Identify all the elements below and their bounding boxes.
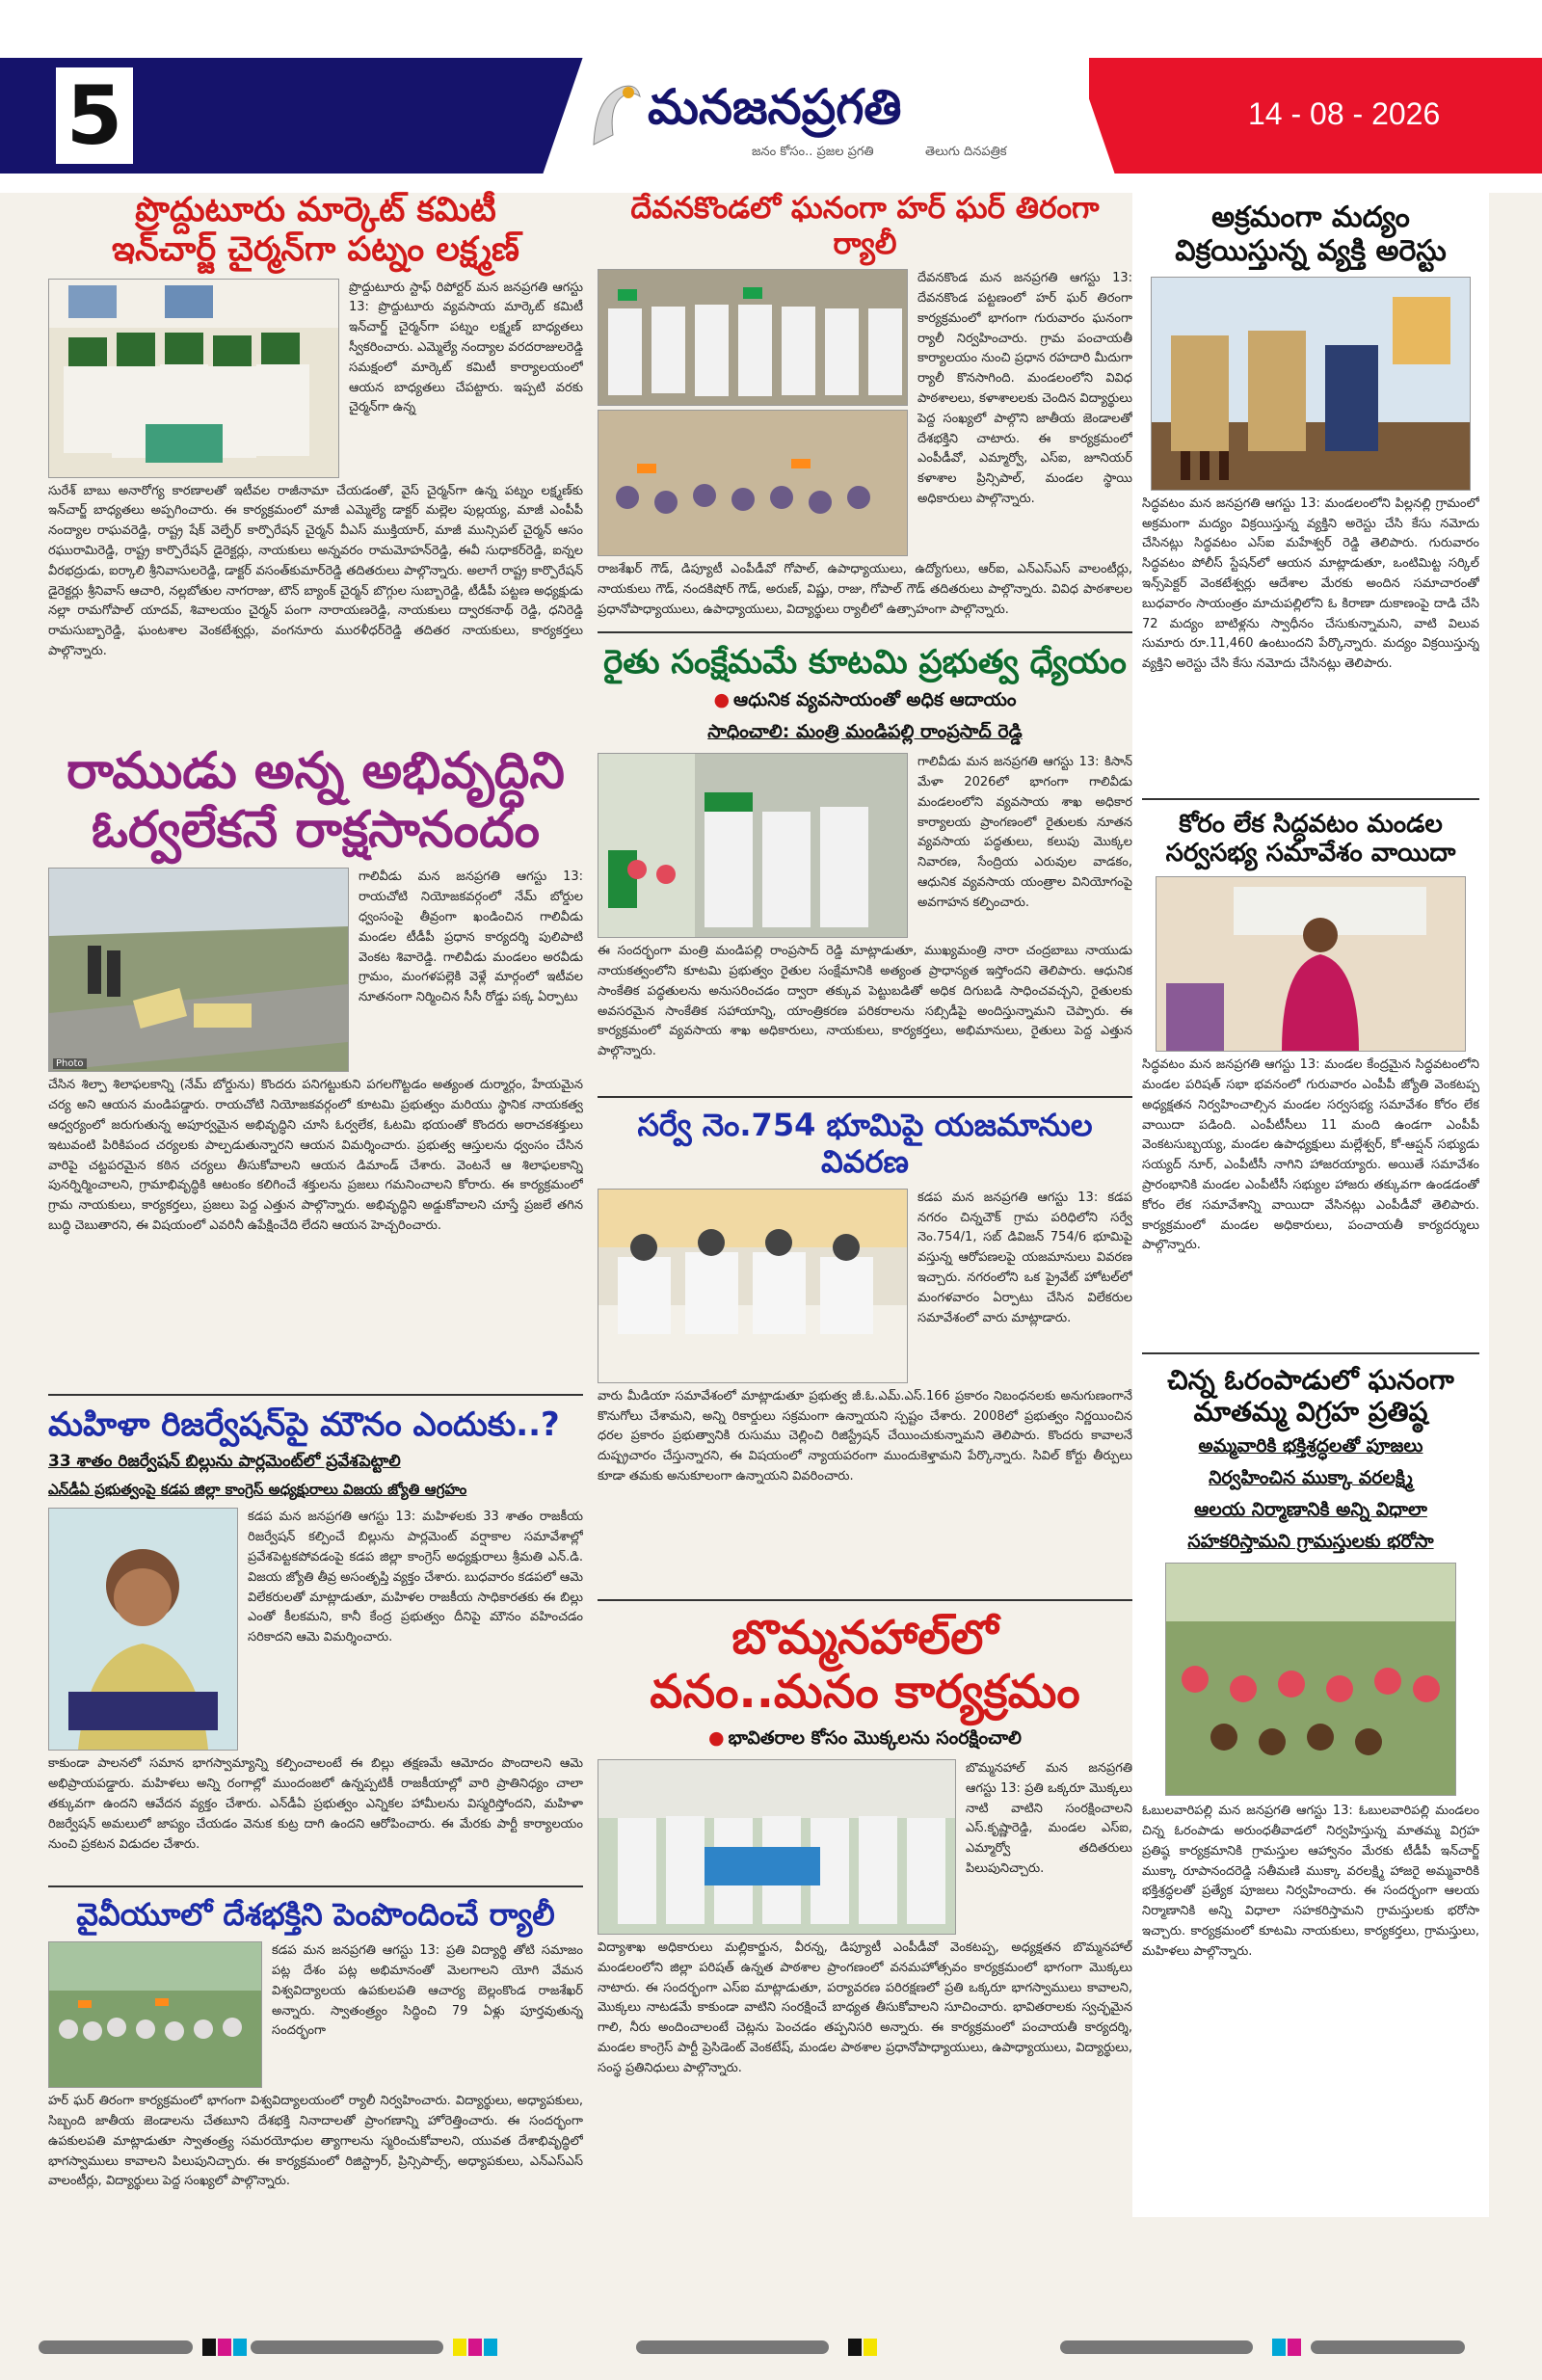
story-body: సిద్ధవటం మన జనప్రగతి ఆగస్టు 13: మండల కేంద్రమైన సిద్ధవటంలోని మండల పరిషత్ సభా భవనంలో గురువారం ఎంపీపీ జ్యోతి వెంకటప్ప అధ్యక్షతన నిర్వహించాల్సిన మండల సర్వసభ్య సమావేశం కోరం లేక వాయిదా పడింది. ఎంపీటీసీలు 11 మంది ఉండగా ఎంపీపీ వెంకటసుబ్బయ్య, మండల ఉపాధ్యక్షులు మల్లేశ్వర్, కో-ఆప్షన్ సభ్యుడు సయ్యద్ నూర్, ఎంపీటీసీ నాగిని హాజరయ్యారు. అయితే సమావేశం ప్రారంభానికి మండల ఎంపీటీసీ సభ్యుల హాజరు తక్కువగా ఉండడంతో కోరం లేక సమావేశాన్ని వాయిదా వేసినట్లు ఎంపీడీవో తెలిపారు. కార్యక్రమంలో మండల అధికారులు, పంచాయతీ కార్యదర్శులు పాల్గొన్నారు. <box>1142 1057 1479 1253</box>
paper-name: మనజనప్రగతి <box>648 79 902 135</box>
headline: ప్రొద్దుటూరు మార్కెట్ కమిటీ <box>135 191 496 229</box>
column-left <box>48 183 583 2260</box>
story-body: హర్ ఘర్ తిరంగా కార్యక్రమంలో భాగంగా విశ్వవిద్యాలయంలో ర్యాలీ నిర్వహించారు. విద్యార్థులు, అధ్యాపకులు, సిబ్బంది జాతీయ జెండాలను చేతబూని దేశభక్తి నినాదాలతో ప్రాంగణాన్ని హోరెత్తించారు. ఈ సందర్భంగా ఉపకులపతి మాట్లాడుతూ స్వాతంత్ర్య సమరయోధుల త్యాగాలను స్మరించుకోవాలని, యువత దేశాభివృద్ధిలో భాగస్వాములు కావాలని పిలుపునిచ్చారు. ఈ కార్యక్రమంలో రిజిస్ట్రార్, ప్రిన్సిపాల్స్, అధ్యాపకులు, ఎన్‌ఎస్‌ఎస్ వాలంటీర్లు, విద్యార్థులు పెద్ద సంఖ్యలో పాల్గొన్నారు. <box>48 2094 583 2189</box>
page-number: 5 <box>56 67 133 164</box>
headline: కోరం లేక సిద్ధవటం మండల <box>1179 809 1443 839</box>
bullet-icon: ● <box>708 1727 725 1750</box>
column-right <box>1132 183 1489 2217</box>
headline: సర్వసభ్య సమావేశం వాయిదా <box>1165 839 1456 869</box>
subheadline: నిర్వహించిన ముక్కా వరలక్ష్మి <box>1209 1467 1413 1489</box>
subheadline <box>598 689 1132 715</box>
print-registration-strip <box>0 2335 1542 2362</box>
headline: మాతమ్మ విగ్రహ ప్రతిష్ఠ <box>1193 1396 1428 1429</box>
headline: వనం..మనం కార్యక్రమం <box>650 1665 1080 1720</box>
story-survey-754 <box>598 1108 1132 1590</box>
headline: ఇన్‌చార్జ్ చైర్మన్‌గా పట్నం లక్ష్మణ్ <box>112 230 519 270</box>
subheadline-text: భావితరాల కోసం మొక్కలను సంరక్షించాలి <box>728 1727 1022 1750</box>
story-body: విద్యాశాఖ అధికారులు మల్లికార్జున, వీరన్న, డిప్యూటీ ఎంపీడీవో వెంకటప్ప, అధ్యక్షతన బొమ్మనహాల్ మండలంలోని జిల్లా పరిషత్ ఉన్నత పాఠశాల ప్రాంగణంలో వనమహోత్సవం కార్యక్రమంలో భాగంగా మొక్కలు నాటారు. ఈ సందర్భంగా ఎస్ఐ మాట్లాడుతూ, పర్యావరణ పరిరక్షణలో ప్రతి ఒక్కరూ భాగస్వాములు కావాలని, మొక్కలు నాటడమే కాకుండా వాటిని సంరక్షించే బాధ్యత తీసుకోవాలని సూచించారు. భావితరాలకు స్వచ్ఛమైన గాలి, నీరు అందించాలంటే చెట్లను పెంచడం తప్పనిసరి అన్నారు. ఈ కార్యక్రమంలో పంచాయతీ కార్యదర్శి, మండల కాంగ్రెస్ పార్టీ ప్రెసిడెంట్ వెంకటేష్, మండల పాఠశాల ప్రధానోపాధ్యాయులు, ఉపాధ్యాయులు, విద్యార్థులు, సంస్థ ప్రతినిధులు పాల్గొన్నారు. <box>598 1940 1132 2075</box>
story-body: వారు మీడియా సమావేశంలో మాట్లాడుతూ ప్రభుత్వ జీ.ఓ.ఎమ్.ఎస్.166 ప్రకారం నిబంధనలకు అనుగుణంగానే కొనుగోలు చేశామని, అన్ని రికార్డులు సక్రమంగా ఉన్నాయని స్పష్టం చేశారు. 2008లో ప్రభుత్వం నిర్ణయించిన ధరల ప్రకారం ప్రభుత్వానికి రుసుము చెల్లించి రిజిస్ట్రేషన్ చేయించుకున్నామని తెలిపారు. కొందరు కావాలనే దుష్ప్రచారం చేస్తున్నారని, ఈ విషయంలో న్యాయపరంగా ముందుకెళ్తామని పేర్కొన్నారు. సివిల్ కోర్టు తీర్పులు కూడా తమకు అనుకూలంగా ఉన్నాయని వివరించారు. <box>598 1388 1132 1484</box>
subheadline-text: ఆధునిక వ్యవసాయంతో అధిక ఆదాయం <box>733 689 1017 711</box>
story-side-text: దేవనకొండ మన జనప్రగతి ఆగస్టు 13: దేవనకొండ పట్టణంలో హర్ ఘర్ తిరంగా కార్యక్రమంలో భాగంగా గురువారం ఘనంగా ర్యాలీ నిర్వహించారు. గ్రామ పంచాయతీ కార్యాలయం నుంచి ప్రధాన రహదారి మీదుగా ర్యాలీ కొనసాగింది. మండలంలోని వివిధ పాఠశాలలు, కళాశాలలకు చెందిన విద్యార్థులు పెద్ద సంఖ్యలో పాల్గొని జాతీయ జెండాలతో దేశభక్తిని చాటారు. ఈ కార్యక్రమంలో ఎంపీడీవో, ఎమ్మార్వో, ఎస్ఐ, జూనియర్ కళాశాల ప్రిన్సిపాల్, మండల స్థాయి అధికారులు పాల్గొన్నారు. <box>917 271 1132 506</box>
paper-tagline-secondary: తెలుగు దినపత్రిక <box>925 145 1007 159</box>
column-middle <box>598 183 1132 2117</box>
subheadline: 33 శాతం రిజర్వేషన్ బిల్లును పార్లమెంట్‌లో ప్రవేశపెట్టాలి <box>48 1452 401 1472</box>
news-photo <box>598 1759 956 1935</box>
subheadline <box>598 1727 1132 1753</box>
story-body: సిద్ధవటం మన జనప్రగతి ఆగస్టు 13: మండలంలోని పిల్లనల్లి గ్రామంలో అక్రమంగా మద్యం విక్రయిస్తున్న వ్యక్తిని అరెస్టు చేసి కేసు నమోదు చేసినట్లు సిద్ధవటం ఎస్ఐ మహేశ్వర్ రెడ్డి తెలిపారు. గురువారం సిద్ధవటం పోలీస్ స్టేషన్‌లో ఆయన మాట్లాడుతూ, ఒంటిమిట్ట సర్కిల్ ఇన్స్‌పెక్టర్ వెంకటేశ్వర్లు ఆదేశాల మేరకు అందిన సమాచారంతో బుధవారం సాయంత్రం మాచుపల్లిలోని ఓ కిరాణా దుకాణంపై దాడి చేసి 72 మద్యం బాటిళ్లను స్వాధీనం చేసుకున్నామని, వాటి విలువ సుమారు రూ.11,460 ఉంటుందని పేర్కొన్నారు. మద్యం విక్రయిస్తున్న వ్యక్తిని అరెస్టు చేసి కేసు నమోదు చేసినట్లు తెలిపారు. <box>1142 495 1479 672</box>
news-photo <box>1165 1563 1456 1796</box>
story-side-text: గాలివీడు మన జనప్రగతి ఆగస్టు 13: రాయచోటి నియోజకవర్గంలో నేమ్ బోర్డుల ధ్వంసంపై తీవ్రంగా ఖండించిన గాలివీడు మండల టీడీపీ ప్రధాన కార్యదర్శి పులిపాటి వెంకట శివారెడ్డి. గాలివీడు మండలం అరవీడు గ్రామం, మంగళపల్లెకి వెళ్లే మార్గంలో ఇటీవల నూతనంగా నిర్మించిన సీసీ రోడ్డు పక్క ఏర్పాటు <box>359 869 583 1005</box>
headline: విక్రయిస్తున్న వ్యక్తి అరెస్టు <box>1175 234 1447 269</box>
story-body: చేసిన శిల్పా శిలాఫలకాన్ని (నేమ్ బోర్డును) కొందరు పనిగట్టుకుని పగలగొట్టడం అత్యంత దుర్మార్గం, హేయమైన చర్య అని ఆయన మండిపడ్డారు. రాయచోటి నియోజకవర్గంలో కూటమి ప్రభుత్వం మరియు స్థానిక నాయకత్వ ఆధ్వర్యంలో జరుగుతున్న అపూర్వమైన అభివృద్ధిని చూసి ఓర్వలేక, ఓటమి భయంతో కొందరు అరాచకశక్తులు ఇటువంటి పిరికిపంద చర్యలకు పాల్పడుతున్నారని ఆయన విమర్శించారు. ప్రభుత్వ ఆస్తులను ధ్వంసం చేసిన వారిపై చట్టపరమైన కఠిన చర్యలు తీసుకోవాలని ఆయన డిమాండ్ చేశారు. వెంటనే ఆ శిలాఫలకాన్ని పునర్నిర్మించాలని, గ్రామాభివృద్ధికి ఆటంకం కలిగించే శక్తులను ప్రజలు గమనించాలని కోరారు. ఈ కార్యక్రమంలో గ్రామ నాయకులు, కార్యకర్తలు, ప్రజలు పెద్ద ఎత్తున పాల్గొన్నారు. అభివృద్ధిని అడ్డుకోవాలని చూస్తే ప్రజలే తగిన బుద్ధి చెబుతారని, ఈ విషయంలో ఎవరినీ ఉపేక్షించేది లేదని ఆయన హెచ్చరించారు. <box>48 1078 583 1233</box>
story-yvu-rally <box>48 1897 583 2260</box>
headline: రాముడు అన్న అభివృద్ధిని <box>66 741 565 800</box>
headline: బొమ్మనహాల్‌లో <box>731 1610 998 1665</box>
news-photo <box>598 753 908 938</box>
headline: ఓర్వలేకనే రాక్షసానందం <box>91 800 541 859</box>
headline: మహిళా రిజర్వేషన్‌పై మౌనం ఎందుకు..? <box>48 1405 560 1445</box>
story-body: ఈ సందర్భంగా మంత్రి మండిపల్లి రాంప్రసాద్ రెడ్డి మాట్లాడుతూ, ముఖ్యమంత్రి నారా చంద్రబాబు నాయుడు నాయకత్వంలోని కూటమి ప్రభుత్వం రైతుల సంక్షేమానికి అత్యంత ప్రాధాన్యత ఇస్తోందని తెలిపారు. ఆధునిక సాంకేతిక పద్ధతులను అనుసరించడం ద్వారా తక్కువ పెట్టుబడితో అధిక దిగుబడి సాధించవచ్చని, రైతులకు అవసరమైన సాంకేతిక సహాయాన్ని, యాంత్రికరణ పరికరాలను సబ్సిడీపై అందిస్తున్నామని చెప్పారు. ఈ కార్యక్రమంలో వ్యవసాయ శాఖ అధికారులు, నాయకులు, కార్యకర్తలు, అభిమానులు, రైతులు పెద్ద ఎత్తున పాల్గొన్నారు. <box>598 944 1132 1059</box>
story-matamma <box>1142 1364 1479 1985</box>
story-ramudu <box>48 742 583 1385</box>
story-liquor-arrest <box>1142 201 1479 789</box>
photo-watermark: Photo <box>53 1058 87 1069</box>
divider <box>598 631 1132 633</box>
story-side-text: కడప మన జనప్రగతి ఆగస్టు 13: మహిళలకు 33 శాతం రాజకీయ రిజర్వేషన్ కల్పించే బిల్లును పార్లమెంట్ వర్షాకాల సమావేశాల్లో ప్రవేశపెట్టకపోవడంపై కడప జిల్లా కాంగ్రెస్ అధ్యక్షురాలు శ్రీమతి ఎన్.డి. విజయ జ్యోతి తీవ్ర అసంతృప్తి వ్యక్తం చేశారు. బుధవారం కడపలో ఆమె విలేకరులతో మాట్లాడుతూ, మహిళల రాజకీయ సాధికారతకు ఈ బిల్లు ఎంతో కీలకమని, కానీ కేంద్ర ప్రభుత్వం దీనిపై మౌనం వహించడం సరికాదని ఆమె విమర్శించారు. <box>248 1510 583 1645</box>
headline: అక్రమంగా మద్యం <box>1211 201 1410 234</box>
subheadline: సాధించాలి: మంత్రి మండిపల్లి రాంప్రసాద్ రెడ్డి <box>707 721 1023 743</box>
story-women-reservation <box>48 1405 583 1876</box>
story-proddatur <box>48 191 583 731</box>
story-body: ఓబులవారిపల్లి మన జనప్రగతి ఆగస్టు 13: ఓబులవారిపల్లి మండలం చిన్న ఓరంపాడు అరుంధతీవాడలో నిర్వహిస్తున్న మాతమ్మ విగ్రహ ప్రతిష్ఠ కార్యక్రమానికి గ్రామస్తుల ఆహ్వానం మేరకు టీడీపీ ఇన్‌చార్జ్ ముక్కా రూపానందరెడ్డి సతీమణి ముక్కా వరలక్ష్మి హాజరై అమ్మవారికి భక్తిశ్రద్ధలతో ప్రత్యేక పూజలు నిర్వహించారు. ఈ సందర్భంగా ఆలయ నిర్మాణానికి అన్ని విధాలా సహకరిస్తామని గ్రామస్తులకు భరోసా ఇచ్చారు. కార్యక్రమంలో కూటమి నాయకులు, కార్యకర్తలు, గ్రామస్తులు, మహిళలు పాల్గొన్నారు. <box>1142 1804 1479 1959</box>
headline: వైవీయూలో దేశభక్తిని పెంపొందించే ర్యాలీ <box>76 1896 555 1934</box>
divider <box>598 1599 1132 1601</box>
story-side-text: ప్రొద్దుటూరు స్టాఫ్ రిపోర్టర్ మన జనప్రగతి ఆగస్టు 13: ప్రొద్దుటూరు వ్యవసాయ మార్కెట్ కమిటీ ఇన్‌చార్జ్ చైర్మన్‌గా పట్నం లక్ష్మణ్ బాధ్యతలు స్వీకరించారు. ఎమ్మెల్యే నంద్యాల వరదరాజులరెడ్డి సమక్షంలో మార్కెట్ కమిటీ కార్యాలయంలో ఆయన బాధ్యతలు చేపట్టారు. ఇప్పటి వరకు చైర్మన్‌గా ఉన్న <box>349 280 583 415</box>
news-photo <box>48 868 349 1072</box>
news-photo <box>48 1508 238 1751</box>
subheadline: అమ్మవారికి భక్తిశ్రద్ధలతో పూజలు <box>1198 1435 1423 1457</box>
subheadline: ఎన్‌డీఏ ప్రభుత్వంపై కడప జిల్లా కాంగ్రెస్ అధ్యక్షురాలు విజయ జ్యోతి ఆగ్రహం <box>48 1481 467 1499</box>
divider <box>1142 1352 1479 1354</box>
story-body: రాజశేఖర్ గౌడ్, డిప్యూటీ ఎంపీడీవో గోపాల్, ఉపాధ్యాయులు, ఉద్యోగులు, ఆర్ఐ, ఎన్‌ఎస్‌ఎస్ వాలంటీర్లు, నాయకులు గౌడ్, నందకిషోర్ గౌడ్, అరుణ్, విష్ణు, రాజు, గోపాల్ గౌడ్ తదితరులు పాల్గొన్నారు. వివిధ పాఠశాలల ప్రధానోపాధ్యాయులు, ఉపాధ్యాయులు, విద్యార్థులు ర్యాలీలో ఉత్సాహంగా పాల్గొన్నారు. <box>598 562 1132 617</box>
headline: చిన్న ఓరంపాడులో ఘనంగా <box>1167 1364 1454 1397</box>
story-side-text: కడప మన జనప్రగతి ఆగస్టు 13: ప్రతి విద్యార్థి తోటి సమాజం పట్ల దేశం పట్ల అభిమానంతో మెలగాలని యోగి వేమన విశ్వవిద్యాలయ ఉపకులపతి ఆచార్య బెల్లంకొండ రాజశేఖర్ అన్నారు. స్వాతంత్ర్యం సిద్ధించి 79 ఏళ్లు పూర్తవుతున్న సందర్భంగా <box>272 1943 583 2039</box>
story-bommanahal <box>598 1611 1132 2117</box>
story-side-text: బొమ్మనహాల్ మన జనప్రగతి ఆగస్టు 13: ప్రతి ఒక్కరూ మొక్కలు నాటి వాటిని సంరక్షించాలని ఎస్.కృష్ణారెడ్డి, మండల ఎస్ఐ, ఎమ్మార్వో తదితరులు పిలుపునిచ్చారు. <box>966 1761 1132 1876</box>
news-photo <box>1151 277 1471 491</box>
news-photo <box>598 269 908 406</box>
news-photo <box>598 1189 908 1383</box>
story-body: సురేశ్ బాబు అనారోగ్య కారణాలతో ఇటీవల రాజీనామా చేయడంతో, వైస్ చైర్మన్‌గా ఉన్న పట్నం లక్ష్మణ్‌కు ఇన్‌చార్జ్ బాధ్యతలు అప్పగించారు. ఈ కార్యక్రమంలో మాజీ ఎమ్మెల్యే డాక్టర్ మల్లెల పుల్లయ్య, మాజీ ఎంపీపీ నంద్యాల రాఘవరెడ్డి, రాష్ట్ర షేక్ వెల్ఫేర్ కార్పొరేషన్ చైర్మన్ వీఎస్ ముక్తియార్, మాజీ మున్సిపల్ చైర్మన్ ఆసం రఘురామిరెడ్డి, రాష్ట్ర కార్పొరేషన్ డైరెక్టర్లు, నాయకులు అన్నవరం రామమోహన్‌రెడ్డి, ఈవీ సుధాకర్‌రెడ్డి, ఐన్నల వీరభద్రుడు, ఐర్కాలి శ్రీనివాసులరెడ్డి, డాక్టర్ వసంత్‌కుమార్‌రెడ్డి తదితరులు పాల్గొన్నారు. అలాగే రాష్ట్ర కార్పొరేషన్ డైరెక్టర్లు శ్రీనివాస్ ఆచారి, నల్లబోతుల నాగరాజు, టౌన్ బ్యాంక్ చైర్మన్ బొగ్గుల సుబ్బారెడ్డి, టీడీపీ పట్టణ అధ్యక్షుడు నల్లా రామగోపాల్ యాదవ్, శివాలయం చైర్మన్ పంగా నారాయణరెడ్డి, నాయకులు ద్వారకనాథ్ రెడ్డి, ధనిరెడ్డి రామసుబ్బారెడ్డి, ఘంటశాల వెంకటేశ్వర్లు, వంగనూరు మురళీధర్‌రెడ్డి తదితర నాయకులు, కార్యకర్తలు పాల్గొన్నారు. <box>48 483 583 658</box>
subheadline: ఆలయ నిర్మాణానికి అన్ని విధాలా <box>1194 1499 1427 1521</box>
paper-tagline: జనం కోసం.. ప్రజల ప్రగతి <box>752 145 874 159</box>
news-photo <box>1156 876 1466 1052</box>
story-farmers <box>598 643 1132 1086</box>
logo-mark-icon <box>584 67 646 164</box>
divider <box>48 1885 583 1887</box>
story-side-text: కడప మన జనప్రగతి ఆగస్టు 13: కడప నగరం చిన్నచౌక్ గ్రామ పరిధిలోని సర్వే నెం.754/1, సబ్ డివిజన్ 754/6 భూమిపై వస్తున్న ఆరోపణలపై యజమానులు వివరణ ఇచ్చారు. నగరంలోని ఒక ప్రైవేట్ హోటల్‌లో మంగళవారం ఏర్పాటు చేసిన విలేకరుల సమావేశంలో వారు మాట్లాడారు. <box>917 1190 1132 1325</box>
edition-date: 14 - 08 - 2026 <box>1248 96 1441 131</box>
story-body: కాకుండా పాలనలో సమాన భాగస్వామ్యాన్ని కల్పించాలంటే ఈ బిల్లు తక్షణమే ఆమోదం పొందాలని ఆమె అభిప్రాయపడ్డారు. మహిళలు అన్ని రంగాల్లో ముందంజలో ఉన్నప్పటికీ రాజకీయాల్లో వారి ప్రాతినిధ్యం చాలా తక్కువగా ఉందని ఆవేదన వ్యక్తం చేశారు. ఎన్‌డీఏ ప్రభుత్వం ఎన్నికల హామీలను విస్మరిస్తోందని, మహిళా రిజర్వేషన్ అమలులో జాప్యం చేయడం వెనుక కుట్ర దాగి ఉందని ఆరోపించారు. ఈ మేరకు పార్టీ కార్యాలయం నుంచి ప్రకటన విడుదల చేశారు. <box>48 1756 583 1852</box>
subheadline: సహకరిస్తామని గ్రామస్తులకు భరోసా <box>1187 1531 1434 1553</box>
masthead <box>0 0 1542 193</box>
divider <box>48 1394 583 1396</box>
news-photo <box>48 279 339 478</box>
bullet-icon: ● <box>713 689 731 711</box>
story-side-text: గాలివీడు మన జనప్రగతి ఆగస్టు 13: కిసాన్ మేళా 2026లో భాగంగా గాలివీడు మండలంలోని వ్యవసాయ శాఖ అధికార కార్యాలయ ప్రాంగణంలో రైతులకు నూతన వ్యవసాయ పద్ధతులు, కలుపు మొక్కల నివారణ, సేంద్రియ ఎరువుల వాడకం, ఆధునిక వ్యవసాయ యంత్రాల వినియోగంపై అవగాహన కల్పించారు. <box>917 755 1132 910</box>
headline: సర్వే నెం.754 భూమిపై యజమానుల వివరణ <box>637 1107 1093 1181</box>
headline: దేవనకొండలో ఘనంగా హర్ ఘర్ తిరంగా ర్యాలీ <box>630 191 1100 261</box>
story-quorum <box>1142 810 1479 1343</box>
news-photo <box>48 1941 262 2088</box>
news-photo <box>598 410 908 556</box>
divider <box>1142 798 1479 800</box>
divider <box>598 1096 1132 1098</box>
headline: రైతు సంక్షేమమే కూటమి ప్రభుత్వ ధ్యేయం <box>603 643 1127 682</box>
story-devanakonda <box>598 191 1132 622</box>
